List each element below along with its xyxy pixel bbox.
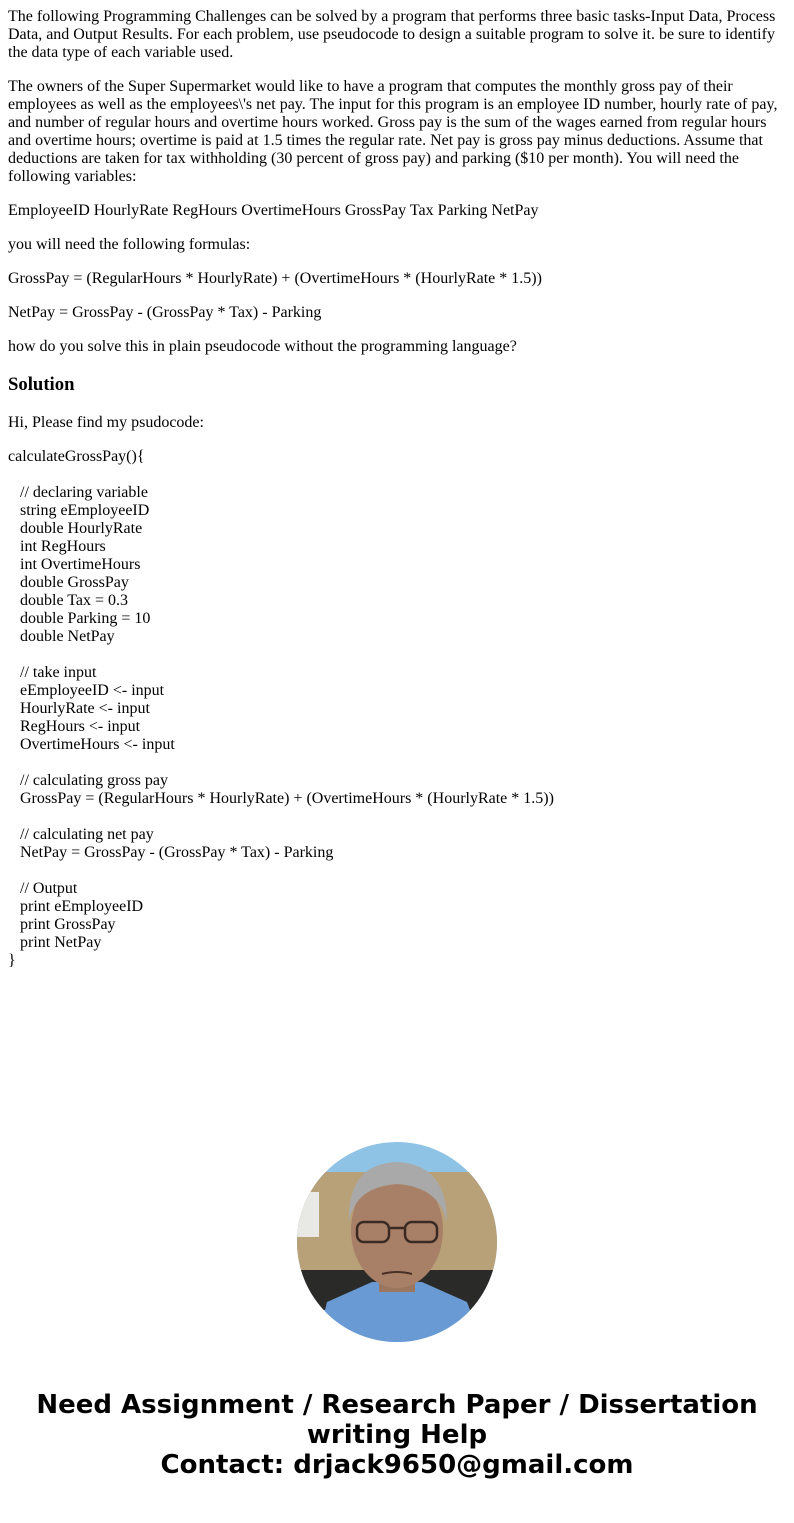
contact-footer xyxy=(8,1390,786,1480)
question-ask: how do you solve this in plain pseudocode without the programming language? xyxy=(8,338,517,355)
pseudocode-block: calculateGrossPay(){ // declaring variable string eEmployeeID double HourlyRate int RegHours int OvertimeHours double GrossPay double Tax = 0.3 double Parking = 10 double NetPay // take input eEmployeeID <- input HourlyRate <- input RegHours <- input OvertimeHours <- input // calculating gross pay GrossPay = (RegularHours * HourlyRate) + (OvertimeHours * (HourlyRate * 1.5)) // calculating net pay NetPay = GrossPay - (GrossPay * Tax) - Parking // Output print eEmployeeID print GrossPay print NetPay } xyxy=(8,448,554,969)
question-problem: The owners of the Super Supermarket would like to have a program that computes the monthly gross pay of their employees as well as the employees\'s net pay. The input for this program is an employee ID number, hourly rate of pay, and number of regular hours and overtime hours worked. Gross pay is the sum of the wages earned from regular hours and overtime hours; overtime is paid at 1.5 times the regular rate. Net pay is gross pay minus deductions. Assume that deductions are taken for tax withholding (30 percent of gross pay) and parking ($10 per month). You will need the following variables: xyxy=(8,78,778,185)
solution-heading: Solution xyxy=(8,374,75,395)
question-intro: The following Programming Challenges can be solved by a program that performs three basic tasks-Input Data, Process Data, and Output Results. For each problem, use pseudocode to design a suitable program to solve it. be sure to identify the data type of each variable used. xyxy=(8,8,776,61)
formula-gross-pay: GrossPay = (RegularHours * HourlyRate) + (OvertimeHours * (HourlyRate * 1.5)) xyxy=(8,270,542,287)
formulas-intro: you will need the following formulas: xyxy=(8,236,251,253)
variables-list: EmployeeID HourlyRate RegHours OvertimeHours GrossPay Tax Parking NetPay xyxy=(8,202,539,219)
solution-intro: Hi, Please find my psudocode: xyxy=(8,414,204,431)
author-avatar xyxy=(297,1142,497,1342)
footer-help-text: Need Assignment / Research Paper / Dissertation writing Help xyxy=(36,1390,758,1450)
footer-contact-email: Contact: drjack9650@gmail.com xyxy=(160,1450,634,1480)
formula-net-pay: NetPay = GrossPay - (GrossPay * Tax) - Parking xyxy=(8,304,322,321)
